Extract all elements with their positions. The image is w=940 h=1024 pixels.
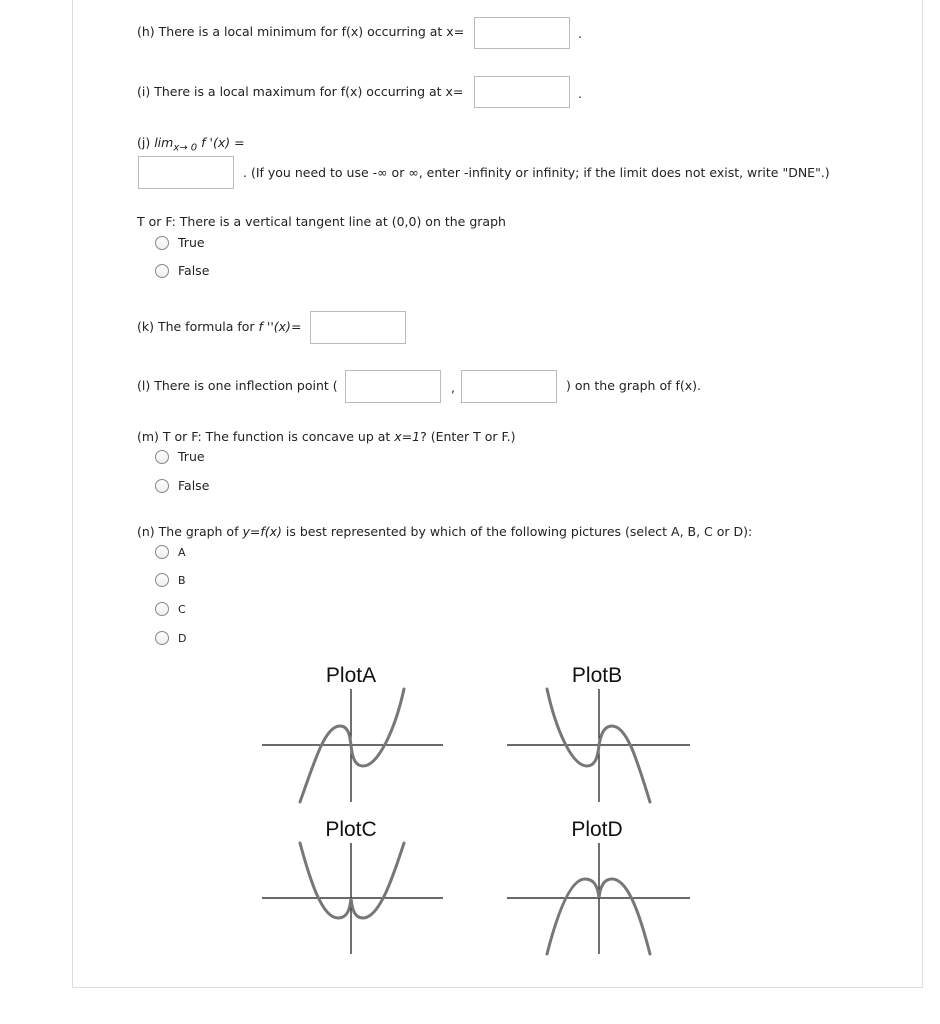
radio-c-label: C (178, 603, 186, 616)
limit-instructions: . (If you need to use -∞ or ∞, enter -infinity or infinity; if the limit does not exist, write "DNE".) (243, 165, 830, 180)
question-n-suffix: is best represented by which of the following pictures (select A, B, C or D): (281, 524, 753, 539)
question-i-text: (i) There is a local maximum for f(x) occurring at x= (137, 84, 464, 99)
radio-d-label: D (178, 632, 187, 645)
radio-m-true-label: True (178, 449, 205, 464)
radio-b-label: B (178, 574, 186, 587)
radio-false-label: False (178, 263, 210, 278)
question-h-text: (h) There is a local minimum for f(x) occurring at x= (137, 24, 465, 39)
plot-c-curve (300, 843, 404, 918)
equals: = (290, 319, 302, 334)
lim-subscript: x→ 0 (173, 142, 198, 154)
question-j-prefix: (j) (137, 135, 155, 150)
derivative-text: f '(x) (197, 135, 231, 150)
question-k-prefix: (k) The formula for (137, 319, 259, 334)
tf-vertical-tangent-text: T or F: There is a vertical tangent line at (0,0) on the graph (137, 214, 506, 229)
plot-b-label: PlotB (571, 664, 623, 687)
question-m-suffix: ? (Enter T or F.) (420, 429, 516, 444)
lim-text: lim (154, 135, 174, 150)
second-derivative-text: f ''(x) (258, 319, 291, 334)
question-i-period: . (578, 86, 582, 101)
question-l-text: (l) There is one inflection point ( (137, 378, 338, 393)
radio-true-label: True (178, 235, 205, 250)
plot-a-label: PlotA (325, 664, 377, 687)
question-l-suffix: ) on the graph of f(x). (566, 378, 701, 393)
plot-d-label: PlotD (571, 818, 623, 841)
equals: = (230, 135, 245, 150)
comma: , (451, 380, 455, 395)
plot-c-label: PlotC (325, 818, 377, 841)
x-value: x=1 (394, 429, 421, 444)
question-n-prefix: (n) The graph of (137, 524, 243, 539)
radio-a-label: A (178, 546, 186, 559)
question-m-prefix: (m) T or F: The function is concave up at (137, 429, 395, 444)
function-text: y=f(x) (242, 524, 282, 539)
question-h-period: . (578, 26, 582, 41)
radio-m-false-label: False (178, 478, 210, 493)
